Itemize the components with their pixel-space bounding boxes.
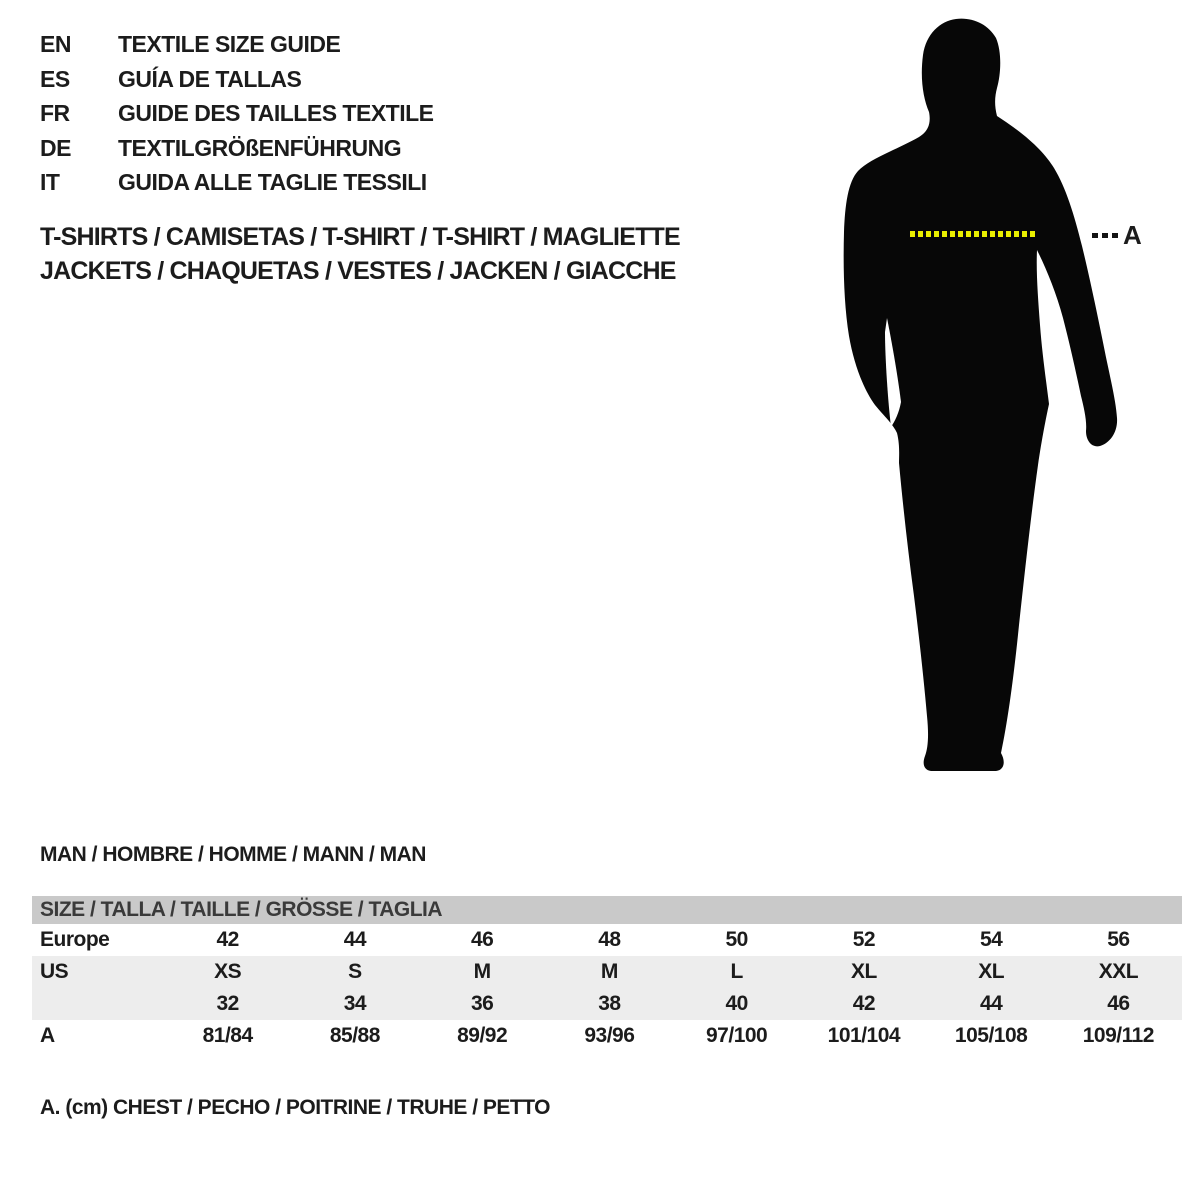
table-cell: 54 (979, 928, 1003, 951)
table-header: SIZE / TALLA / TAILLE / GRÖSSE / TAGLIA (32, 896, 1182, 924)
table-cell: 93/96 (584, 1024, 635, 1047)
table-cell: 46 (1107, 992, 1130, 1015)
language-title: GUIDA ALLE TAGLIE TESSILI (118, 169, 427, 195)
language-title: GUÍA DE TALLAS (118, 65, 302, 92)
table-row-chest (32, 1020, 1182, 1052)
size-table (32, 896, 1182, 1052)
table-cell: 85/88 (329, 1024, 380, 1047)
table-cell: 50 (725, 928, 748, 951)
table-cell: XXL (1098, 960, 1139, 983)
language-code: ES (40, 65, 70, 92)
table-cell: M (600, 960, 618, 983)
language-code: IT (40, 169, 60, 195)
language-title: TEXTILE SIZE GUIDE (118, 31, 341, 57)
row-label (32, 988, 164, 1020)
table-cell: 44 (343, 928, 367, 951)
row-label: A (40, 1024, 55, 1047)
table-cell: S (348, 960, 362, 983)
chest-measure-dotted-line (910, 231, 1037, 237)
language-code: DE (40, 134, 71, 161)
table-cell: 46 (470, 928, 494, 951)
table-cell: 48 (598, 928, 621, 951)
category-line-jackets: JACKETS / CHAQUETAS / VESTES / JACKEN / GIACCHE (40, 257, 676, 285)
table-cell: 32 (216, 992, 239, 1015)
language-code: FR (40, 100, 70, 126)
table-cell: 42 (216, 928, 239, 951)
table-cell: 56 (1107, 928, 1130, 951)
table-cell: 109/112 (1082, 1024, 1154, 1047)
table-cell: 97/100 (706, 1024, 768, 1047)
row-label: Europe (40, 928, 110, 951)
table-cell: 81/84 (202, 1024, 253, 1047)
table-row-numeric (32, 988, 1182, 1020)
table-cell: 42 (852, 992, 876, 1015)
language-code: EN (40, 31, 71, 57)
section-title-man: MAN / HOMBRE / HOMME / MANN / MAN (40, 843, 426, 866)
table-cell: 105/108 (954, 1024, 1028, 1047)
table-cell: 40 (725, 992, 748, 1015)
measurement-footnote: A. (cm) CHEST / PECHO / POITRINE / TRUHE / PETTO (40, 1096, 551, 1119)
table-row-us (32, 956, 1182, 988)
table-cell: 38 (598, 992, 621, 1015)
table-cell: 36 (470, 992, 494, 1015)
table-cell: XL (850, 960, 877, 983)
category-line-tshirts: T-SHIRTS / CAMISETAS / T-SHIRT / T-SHIRT / MAGLIETTE (40, 223, 680, 251)
language-title: TEXTILGRÖßENFÜHRUNG (118, 134, 402, 161)
language-title: GUIDE DES TAILLES TEXTILE (118, 100, 434, 126)
table-cell: 101/104 (827, 1024, 901, 1047)
table-cell: 44 (979, 992, 1003, 1015)
man-silhouette-icon (844, 19, 1117, 771)
table-cell: 34 (343, 992, 367, 1015)
row-label: US (40, 960, 69, 983)
measure-point-label: A (1123, 220, 1142, 250)
table-cell: 52 (852, 928, 876, 951)
table-cell: L (730, 960, 743, 983)
measure-leader-dashes (1092, 233, 1119, 238)
table-cell: XL (978, 960, 1005, 983)
table-cell: 89/92 (457, 1024, 508, 1047)
table-cell: XS (214, 960, 242, 983)
table-cell: M (473, 960, 491, 983)
table-row-europe (32, 924, 1182, 956)
